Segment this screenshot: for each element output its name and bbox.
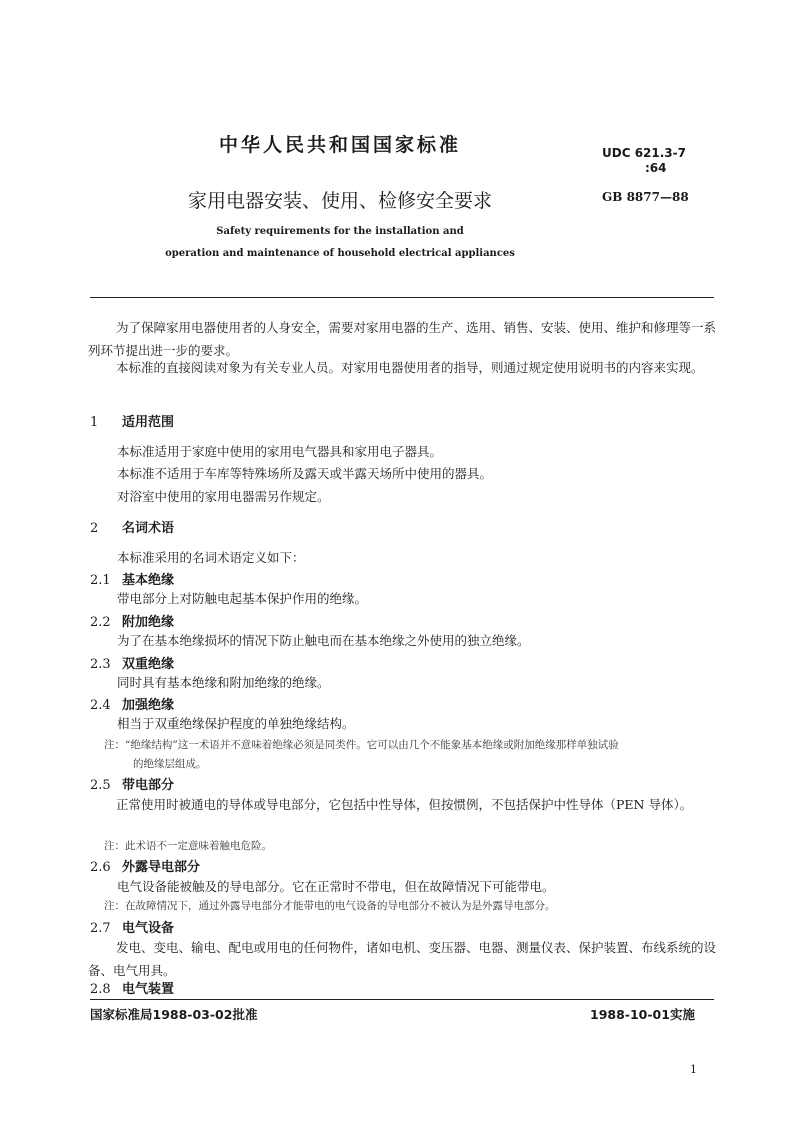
clause-2-5-text: 正常使用时被通电的导体或导电部分，它包括中性导体，但按惯例，不包括保护中性导体（PEN 导体）。 bbox=[116, 797, 693, 812]
section-1-line-1: 本标准适用于家庭中使用的家用电气器具和家用电子器具。 bbox=[117, 444, 443, 459]
clause-number: 2.6 bbox=[90, 860, 111, 875]
clause-2-7-text: 发电、变电、输电、配电或用电的任何物件，诸如电机、变压器、电器、测量仪表、保护装置、布线系统的设备、电气用具。 bbox=[88, 940, 717, 978]
clause-number: 2.8 bbox=[90, 982, 111, 997]
udc-code: UDC 621.3-7 bbox=[602, 146, 686, 160]
section-number: 2 bbox=[90, 521, 99, 536]
clause-2-4-heading bbox=[90, 694, 174, 713]
clause-title: 带电部分 bbox=[122, 778, 175, 793]
clause-title: 外露导电部分 bbox=[122, 860, 201, 875]
approval-date: 国家标准局1988-03-02批准 bbox=[90, 1007, 258, 1022]
intro-paragraph-1: 为了保障家用电器使用者的人身安全，需要对家用电器的生产、选用、销售、安装、使用、维护和修理等一系列环节提出进一步的要求。 bbox=[88, 320, 717, 358]
section-2-heading bbox=[90, 517, 174, 536]
section-1-heading bbox=[90, 411, 174, 430]
header-divider bbox=[90, 297, 714, 298]
clause-title: 加强绝缘 bbox=[122, 698, 175, 713]
clause-number: 2.3 bbox=[90, 657, 111, 672]
section-1-line-3: 对浴室中使用的家用电器需另作规定。 bbox=[117, 489, 330, 504]
udc-code-suffix: :64 bbox=[645, 161, 667, 175]
national-standard-heading: 中华人民共和国国家标准 bbox=[218, 134, 461, 156]
clause-2-3-text: 同时具有基本绝缘和附加绝缘的绝缘。 bbox=[117, 675, 330, 690]
footer-divider bbox=[90, 999, 714, 1000]
clause-2-5-note: 注：此术语不一定意味着触电危险。 bbox=[104, 840, 272, 852]
clause-2-5-heading bbox=[90, 774, 174, 793]
clause-2-6-heading bbox=[90, 856, 200, 875]
section-1-line-2: 本标准不适用于车库等特殊场所及露天或半露天场所中使用的器具。 bbox=[117, 466, 493, 481]
clause-number: 2.2 bbox=[90, 615, 111, 630]
clause-2-4-note-line-1: 注：“绝缘结构”这一术语并不意味着绝缘必须是同类件。它可以由几个不能象基本绝缘或附加绝缘那样单独试验 bbox=[104, 739, 619, 751]
section-title: 名词术语 bbox=[122, 521, 175, 536]
clause-2-6-text: 电气设备能被触及的导电部分。它在正常时不带电，但在故障情况下可能带电。 bbox=[117, 879, 555, 894]
intro-paragraph-2: 本标准的直接阅读对象为有关专业人员。对家用电器使用者的指导，则通过规定使用说明书的内容来实现。 bbox=[116, 360, 704, 375]
clause-2-4-text: 相当于双重绝缘保护程度的单独绝缘结构。 bbox=[117, 716, 355, 731]
standard-title-en-line1: Safety requirements for the installation and bbox=[216, 226, 464, 237]
clause-number: 2.1 bbox=[90, 573, 111, 588]
clause-2-1-text: 带电部分上对防触电起基本保护作用的绝缘。 bbox=[117, 591, 368, 606]
clause-2-6-note: 注：在故障情况下，通过外露导电部分才能带电的电气设备的导电部分不被认为是外露导电部分。 bbox=[104, 900, 556, 912]
clause-2-4-note-line-2: 的绝缘层组成。 bbox=[133, 758, 207, 770]
clause-title: 双重绝缘 bbox=[122, 657, 175, 672]
clause-number: 2.7 bbox=[90, 921, 111, 936]
section-2-intro: 本标准采用的名词术语定义如下： bbox=[117, 550, 305, 565]
gb-number: GB 8877—88 bbox=[602, 190, 689, 204]
section-number: 1 bbox=[90, 415, 99, 430]
effective-date: 1988-10-01实施 bbox=[590, 1007, 695, 1022]
section-title: 适用范围 bbox=[122, 415, 175, 430]
clause-title: 附加绝缘 bbox=[122, 615, 175, 630]
clause-2-2-text: 为了在基本绝缘损坏的情况下防止触电而在基本绝缘之外使用的独立绝缘。 bbox=[117, 633, 530, 648]
clause-title: 基本绝缘 bbox=[122, 573, 175, 588]
clause-2-3-heading bbox=[90, 653, 174, 672]
clause-title: 电气设备 bbox=[122, 921, 175, 936]
clause-number: 2.5 bbox=[90, 778, 111, 793]
clause-title: 电气装置 bbox=[122, 982, 175, 997]
page-number: 1 bbox=[690, 1063, 697, 1076]
clause-2-2-heading bbox=[90, 611, 174, 630]
clause-2-8-heading bbox=[90, 978, 174, 997]
standard-title-cn: 家用电器安装、使用、检修安全要求 bbox=[187, 190, 492, 212]
clause-number: 2.4 bbox=[90, 698, 111, 713]
clause-2-7-heading bbox=[90, 917, 174, 936]
standard-title-en-line2: operation and maintenance of household electrical appliances bbox=[165, 248, 515, 259]
clause-2-1-heading bbox=[90, 569, 174, 588]
